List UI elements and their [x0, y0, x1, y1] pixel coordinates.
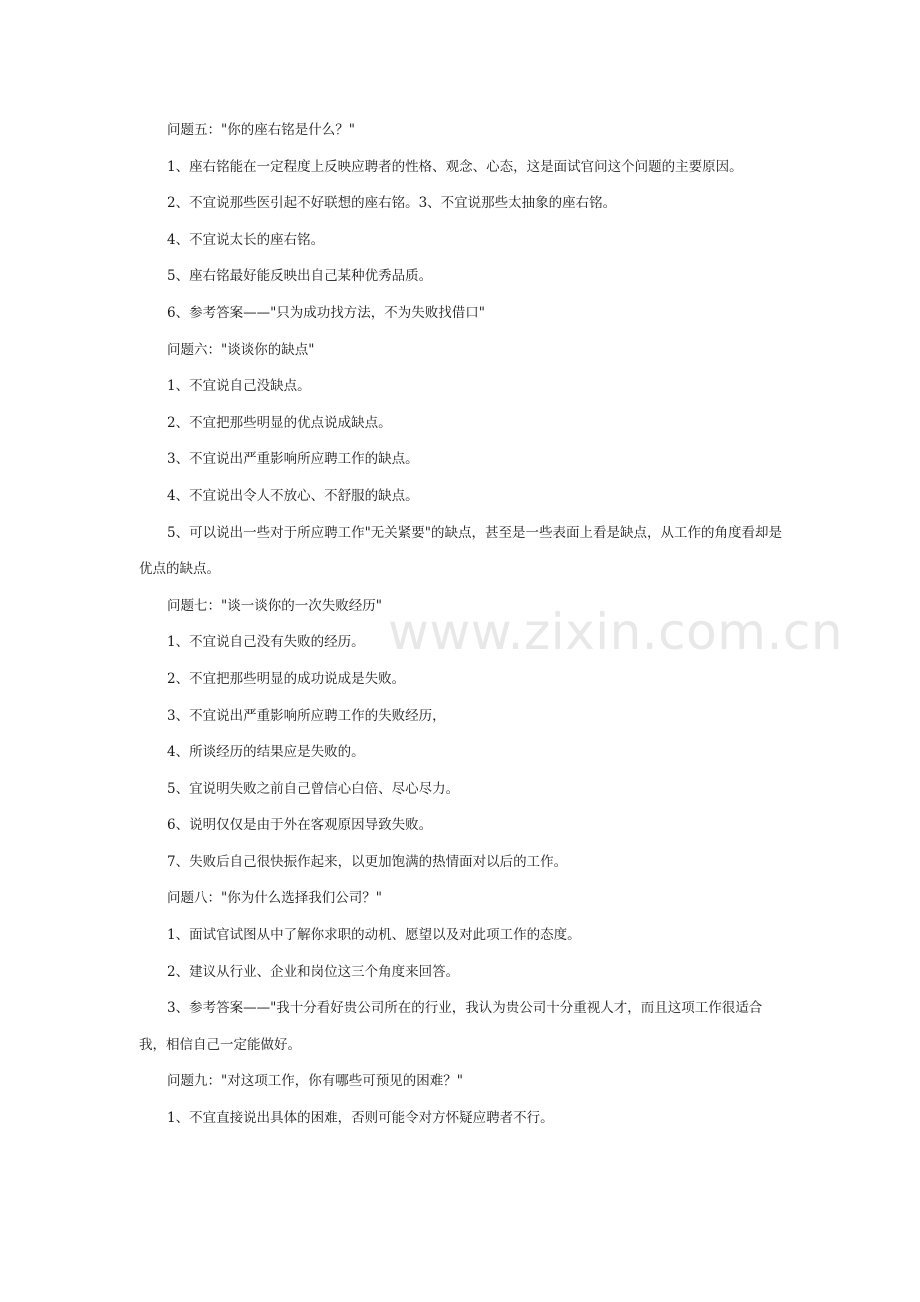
question-heading: 问题九："对这项工作，你有哪些可预见的困难？" — [167, 1073, 463, 1090]
paragraph: 5、座右铭最好能反映出自己某种优秀品质。 — [167, 268, 433, 285]
paragraph: 1、座右铭能在一定程度上反映应聘者的性格、观念、心态，这是面试官问这个问题的主要原因。 — [167, 158, 743, 175]
paragraph: 4、不宜说出令人不放心、不舒服的缺点。 — [167, 487, 419, 504]
paragraph: 7、失败后自己很快振作起来，以更加饱满的热情面对以后的工作。 — [167, 853, 568, 870]
paragraph: 4、不宜说太长的座右铭。 — [167, 231, 325, 248]
watermark: www.zixin.com.cn — [388, 603, 844, 661]
question-heading: 问题七："谈一谈你的一次失败经历" — [167, 597, 382, 614]
paragraph: 6、参考答案——"只为成功找方法，不为失败找借口" — [167, 304, 486, 321]
paragraph: 4、所谈经历的结果应是失败的。 — [167, 744, 365, 761]
paragraph: 1、面试官试图从中了解你求职的动机、愿望以及对此项工作的态度。 — [167, 927, 581, 944]
paragraph: 6、说明仅仅是由于外在客观原因导致失败。 — [167, 817, 433, 834]
document-body — [139, 112, 789, 1137]
paragraph: 1、不宜说自己没有失败的经历。 — [167, 634, 365, 651]
paragraph: 3、不宜说出严重影响所应聘工作的失败经历， — [167, 707, 446, 724]
paragraph: 3、不宜说出严重影响所应聘工作的缺点。 — [167, 451, 419, 468]
paragraph: 5、宜说明失败之前自己曾信心白倍、尽心尽力。 — [167, 780, 460, 797]
paragraph: 2、不宜说那些医引起不好联想的座右铭。3、不宜说那些太抽象的座右铭。 — [167, 195, 617, 212]
paragraph: 1、不宜直接说出具体的困难，否则可能令对方怀疑应聘者不行。 — [167, 1110, 554, 1127]
paragraph: 5、可以说出一些对于所应聘工作"无关紧要"的缺点，甚至是一些表面上看是缺点，从工作的角度看却是优点的缺点。 — [139, 524, 783, 578]
paragraph: 问题五："你的座右铭是什么？" — [167, 122, 355, 138]
question-heading: 问题六："谈谈你的缺点" — [167, 341, 315, 358]
paragraph: 2、建议从行业、企业和岗位这三个角度来回答。 — [167, 963, 460, 980]
paragraph: 3、参考答案——"我十分看好贵公司所在的行业，我认为贵公司十分重视人才，而且这项工作很适合我，相信自己一定能做好。 — [139, 1000, 763, 1053]
paragraph: 2、不宜把那些明显的成功说成是失败。 — [167, 670, 406, 687]
paragraph: 2、不宜把那些明显的优点说成缺点。 — [167, 414, 392, 431]
question-heading: 问题八："你为什么选择我们公司？" — [167, 890, 382, 907]
paragraph: 1、不宜说自己没缺点。 — [167, 378, 311, 395]
